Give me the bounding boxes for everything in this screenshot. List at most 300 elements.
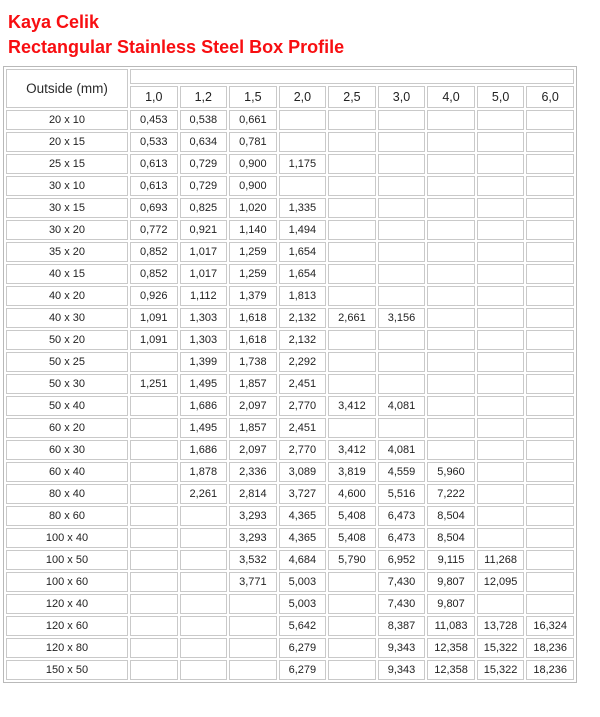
weight-value-cell [378, 330, 426, 350]
weight-value-cell: 0,729 [180, 154, 228, 174]
weight-value-cell [328, 374, 376, 394]
header-row-top [6, 69, 574, 84]
weight-value-cell [378, 154, 426, 174]
weight-value-cell: 0,852 [130, 264, 178, 284]
weight-value-cell [427, 418, 475, 438]
weight-value-cell: 0,921 [180, 220, 228, 240]
weight-value-cell: 0,693 [130, 198, 178, 218]
weight-value-cell [477, 352, 525, 372]
weight-value-cell [328, 330, 376, 350]
weight-value-cell [427, 132, 475, 152]
size-cell: 20 x 10 [6, 110, 128, 130]
weight-value-cell: 3,819 [328, 462, 376, 482]
weight-value-cell: 6,473 [378, 506, 426, 526]
size-cell: 50 x 30 [6, 374, 128, 394]
weight-value-cell: 1,618 [229, 330, 277, 350]
weight-value-cell [130, 550, 178, 570]
weight-value-cell: 9,343 [378, 660, 426, 680]
weight-value-cell [427, 286, 475, 306]
weight-value-cell [229, 616, 277, 636]
size-cell: 80 x 60 [6, 506, 128, 526]
weight-value-cell: 12,095 [477, 572, 525, 592]
weight-value-cell [526, 418, 574, 438]
weight-value-cell: 9,807 [427, 572, 475, 592]
profile-table-body [6, 110, 574, 680]
weight-value-cell [477, 286, 525, 306]
weight-value-cell [130, 638, 178, 658]
weight-value-cell [477, 506, 525, 526]
weight-value-cell: 5,790 [328, 550, 376, 570]
weight-value-cell [328, 198, 376, 218]
size-cell: 100 x 60 [6, 572, 128, 592]
weight-value-cell [477, 484, 525, 504]
weight-value-cell [130, 506, 178, 526]
weight-value-cell: 4,081 [378, 396, 426, 416]
weight-value-cell: 1,399 [180, 352, 228, 372]
weight-value-cell [279, 176, 327, 196]
weight-value-cell: 11,083 [427, 616, 475, 636]
weight-value-cell [427, 374, 475, 394]
weight-value-cell: 3,089 [279, 462, 327, 482]
weight-value-cell: 2,132 [279, 330, 327, 350]
weight-value-cell [328, 132, 376, 152]
weight-value-cell [526, 374, 574, 394]
weight-value-cell: 8,504 [427, 506, 475, 526]
weight-value-cell: 1,335 [279, 198, 327, 218]
weight-value-cell: 7,430 [378, 594, 426, 614]
weight-value-cell [477, 396, 525, 416]
table-row [6, 110, 574, 130]
weight-value-cell [279, 110, 327, 130]
weight-value-cell: 5,642 [279, 616, 327, 636]
weight-value-cell [477, 264, 525, 284]
weight-value-cell [328, 594, 376, 614]
weight-value-cell: 2,770 [279, 440, 327, 460]
weight-value-cell [427, 440, 475, 460]
weight-value-cell: 1,686 [180, 440, 228, 460]
table-row [6, 638, 574, 658]
weight-value-cell [526, 528, 574, 548]
weight-value-cell: 1,379 [229, 286, 277, 306]
size-cell: 40 x 15 [6, 264, 128, 284]
weight-value-cell [477, 242, 525, 262]
outside-dimension-header: Outside (mm) [6, 69, 128, 108]
weight-value-cell: 7,222 [427, 484, 475, 504]
weight-value-cell [130, 528, 178, 548]
weight-value-cell [427, 198, 475, 218]
table-row [6, 220, 574, 240]
size-cell: 35 x 20 [6, 242, 128, 262]
weight-value-cell: 1,140 [229, 220, 277, 240]
weight-value-cell [427, 110, 475, 130]
weight-value-cell [526, 396, 574, 416]
weight-value-cell: 3,412 [328, 396, 376, 416]
weight-value-cell: 18,236 [526, 660, 574, 680]
weight-value-cell: 0,538 [180, 110, 228, 130]
weight-value-cell [378, 198, 426, 218]
weight-value-cell [526, 198, 574, 218]
weight-value-cell [526, 484, 574, 504]
size-cell: 40 x 20 [6, 286, 128, 306]
weight-value-cell [279, 132, 327, 152]
weight-value-cell: 8,387 [378, 616, 426, 636]
weight-value-cell: 1,494 [279, 220, 327, 240]
weight-value-cell: 2,814 [229, 484, 277, 504]
weight-value-cell: 1,259 [229, 242, 277, 262]
thickness-column-header: 5,0 [477, 86, 525, 108]
weight-value-cell: 1,017 [180, 242, 228, 262]
weight-value-cell: 2,261 [180, 484, 228, 504]
weight-value-cell: 4,559 [378, 462, 426, 482]
thickness-column-header: 1,5 [229, 86, 277, 108]
weight-value-cell [130, 418, 178, 438]
weight-value-cell [130, 440, 178, 460]
weight-value-cell [427, 154, 475, 174]
weight-value-cell: 0,926 [130, 286, 178, 306]
table-row [6, 660, 574, 680]
size-cell: 100 x 40 [6, 528, 128, 548]
table-row [6, 374, 574, 394]
size-cell: 50 x 40 [6, 396, 128, 416]
thickness-column-header: 1,0 [130, 86, 178, 108]
weight-value-cell [180, 616, 228, 636]
weight-value-cell [378, 374, 426, 394]
weight-value-cell [378, 286, 426, 306]
table-row [6, 198, 574, 218]
weight-value-cell: 8,504 [427, 528, 475, 548]
weight-value-cell [130, 396, 178, 416]
size-cell: 60 x 20 [6, 418, 128, 438]
weight-value-cell [378, 132, 426, 152]
weight-value-cell: 5,003 [279, 594, 327, 614]
weight-value-cell [378, 220, 426, 240]
table-row [6, 242, 574, 262]
weight-value-cell [180, 528, 228, 548]
weight-value-cell: 3,156 [378, 308, 426, 328]
weight-value-cell [180, 572, 228, 592]
weight-value-cell: 2,292 [279, 352, 327, 372]
weight-value-cell [328, 264, 376, 284]
weight-value-cell [130, 462, 178, 482]
size-cell: 50 x 25 [6, 352, 128, 372]
table-row [6, 330, 574, 350]
page-title: Rectangular Stainless Steel Box Profile [8, 37, 345, 57]
size-cell: 120 x 40 [6, 594, 128, 614]
weight-value-cell [427, 242, 475, 262]
box-profile-weight-table [3, 66, 577, 683]
weight-value-cell: 1,017 [180, 264, 228, 284]
weight-value-cell [427, 396, 475, 416]
weight-value-cell: 12,358 [427, 638, 475, 658]
weight-value-cell [328, 660, 376, 680]
table-row [6, 528, 574, 548]
weight-value-cell [477, 418, 525, 438]
weight-value-cell: 0,453 [130, 110, 178, 130]
weight-value-cell [328, 616, 376, 636]
weight-value-cell [180, 594, 228, 614]
weight-value-cell: 13,728 [477, 616, 525, 636]
weight-value-cell: 15,322 [477, 638, 525, 658]
size-cell: 150 x 50 [6, 660, 128, 680]
weight-value-cell [477, 594, 525, 614]
weight-value-cell [526, 308, 574, 328]
weight-value-cell [526, 330, 574, 350]
weight-value-cell: 0,613 [130, 176, 178, 196]
weight-value-cell [477, 462, 525, 482]
weight-value-cell: 0,729 [180, 176, 228, 196]
table-row [6, 308, 574, 328]
thickness-column-header: 4,0 [427, 86, 475, 108]
weight-value-cell [180, 660, 228, 680]
table-row [6, 462, 574, 482]
weight-value-cell [180, 506, 228, 526]
weight-value-cell: 18,236 [526, 638, 574, 658]
weight-value-cell [130, 572, 178, 592]
weight-value-cell [526, 176, 574, 196]
weight-value-cell: 1,813 [279, 286, 327, 306]
weight-value-cell [328, 220, 376, 240]
weight-value-cell [526, 594, 574, 614]
table-row [6, 572, 574, 592]
weight-value-cell [477, 440, 525, 460]
weight-value-cell: 1,303 [180, 308, 228, 328]
weight-value-cell: 0,852 [130, 242, 178, 262]
weight-value-cell [526, 550, 574, 570]
weight-value-cell [477, 176, 525, 196]
weight-value-cell: 2,097 [229, 396, 277, 416]
weight-value-cell: 1,091 [130, 308, 178, 328]
weight-value-cell: 1,686 [180, 396, 228, 416]
weight-value-cell [328, 638, 376, 658]
thickness-column-header: 1,2 [180, 86, 228, 108]
weight-value-cell: 5,408 [328, 506, 376, 526]
weight-value-cell [378, 110, 426, 130]
thickness-column-header: 6,0 [526, 86, 574, 108]
weight-value-cell: 0,900 [229, 176, 277, 196]
table-row [6, 550, 574, 570]
table-row [6, 440, 574, 460]
weight-value-cell: 1,112 [180, 286, 228, 306]
weight-value-cell: 9,807 [427, 594, 475, 614]
weight-value-cell: 3,771 [229, 572, 277, 592]
weight-value-cell [378, 264, 426, 284]
table-row [6, 154, 574, 174]
weight-value-cell: 1,091 [130, 330, 178, 350]
weight-value-cell: 5,516 [378, 484, 426, 504]
size-cell: 30 x 15 [6, 198, 128, 218]
weight-value-cell: 5,408 [328, 528, 376, 548]
weight-value-cell [427, 352, 475, 372]
weight-value-cell [378, 176, 426, 196]
weight-value-cell [130, 660, 178, 680]
weight-value-cell: 1,259 [229, 264, 277, 284]
weight-value-cell [427, 220, 475, 240]
weight-value-cell: 5,003 [279, 572, 327, 592]
weight-value-cell [477, 198, 525, 218]
weight-value-cell [378, 418, 426, 438]
weight-value-cell [328, 176, 376, 196]
weight-value-cell [328, 352, 376, 372]
weight-value-cell [526, 220, 574, 240]
size-cell: 100 x 50 [6, 550, 128, 570]
weight-value-cell: 3,293 [229, 506, 277, 526]
weight-value-cell: 12,358 [427, 660, 475, 680]
thickness-column-header: 3,0 [378, 86, 426, 108]
weight-value-cell [526, 440, 574, 460]
weight-value-cell [477, 330, 525, 350]
weight-value-cell: 1,251 [130, 374, 178, 394]
weight-value-cell: 6,952 [378, 550, 426, 570]
thickness-group-header [130, 69, 574, 84]
size-cell: 120 x 60 [6, 616, 128, 636]
weight-value-cell: 3,293 [229, 528, 277, 548]
weight-value-cell [378, 242, 426, 262]
weight-value-cell: 3,532 [229, 550, 277, 570]
weight-value-cell: 0,613 [130, 154, 178, 174]
weight-value-cell: 0,825 [180, 198, 228, 218]
table-row [6, 484, 574, 504]
weight-value-cell [477, 374, 525, 394]
weight-value-cell: 1,654 [279, 242, 327, 262]
weight-value-cell [328, 286, 376, 306]
weight-value-cell: 1,654 [279, 264, 327, 284]
weight-value-cell [180, 638, 228, 658]
weight-value-cell [427, 176, 475, 196]
weight-value-cell: 1,878 [180, 462, 228, 482]
weight-value-cell: 3,727 [279, 484, 327, 504]
weight-value-cell: 11,268 [477, 550, 525, 570]
size-cell: 40 x 30 [6, 308, 128, 328]
weight-value-cell: 7,430 [378, 572, 426, 592]
weight-value-cell [477, 528, 525, 548]
size-cell: 20 x 15 [6, 132, 128, 152]
weight-value-cell [229, 638, 277, 658]
weight-value-cell: 0,533 [130, 132, 178, 152]
weight-value-cell [130, 352, 178, 372]
weight-value-cell [526, 462, 574, 482]
weight-value-cell: 6,473 [378, 528, 426, 548]
weight-value-cell [526, 154, 574, 174]
weight-value-cell: 4,684 [279, 550, 327, 570]
weight-value-cell [526, 352, 574, 372]
weight-value-cell: 4,600 [328, 484, 376, 504]
weight-value-cell: 1,857 [229, 374, 277, 394]
weight-value-cell: 0,900 [229, 154, 277, 174]
weight-value-cell [328, 110, 376, 130]
weight-value-cell: 5,960 [427, 462, 475, 482]
weight-value-cell [477, 220, 525, 240]
weight-value-cell: 0,781 [229, 132, 277, 152]
weight-value-cell: 4,365 [279, 506, 327, 526]
weight-value-cell: 2,097 [229, 440, 277, 460]
weight-value-cell: 6,279 [279, 638, 327, 658]
weight-value-cell: 1,857 [229, 418, 277, 438]
weight-value-cell: 1,618 [229, 308, 277, 328]
weight-value-cell: 2,336 [229, 462, 277, 482]
weight-value-cell: 1,175 [279, 154, 327, 174]
weight-value-cell [378, 352, 426, 372]
weight-value-cell [477, 308, 525, 328]
weight-value-cell: 0,772 [130, 220, 178, 240]
size-cell: 25 x 15 [6, 154, 128, 174]
weight-value-cell [477, 110, 525, 130]
weight-value-cell [328, 572, 376, 592]
table-row [6, 594, 574, 614]
weight-value-cell [526, 572, 574, 592]
size-cell: 30 x 20 [6, 220, 128, 240]
weight-value-cell [427, 264, 475, 284]
thickness-column-header: 2,0 [279, 86, 327, 108]
weight-value-cell [130, 616, 178, 636]
size-cell: 80 x 40 [6, 484, 128, 504]
weight-value-cell: 15,322 [477, 660, 525, 680]
weight-value-cell: 1,020 [229, 198, 277, 218]
weight-value-cell: 4,081 [378, 440, 426, 460]
weight-value-cell: 2,451 [279, 374, 327, 394]
weight-value-cell [130, 484, 178, 504]
size-cell: 120 x 80 [6, 638, 128, 658]
weight-value-cell: 1,495 [180, 418, 228, 438]
size-cell: 30 x 10 [6, 176, 128, 196]
weight-value-cell: 2,132 [279, 308, 327, 328]
weight-value-cell [526, 264, 574, 284]
weight-value-cell: 9,115 [427, 550, 475, 570]
weight-value-cell: 1,303 [180, 330, 228, 350]
weight-value-cell [427, 330, 475, 350]
weight-value-cell: 2,451 [279, 418, 327, 438]
weight-value-cell: 2,661 [328, 308, 376, 328]
weight-value-cell [526, 132, 574, 152]
weight-value-cell: 6,279 [279, 660, 327, 680]
thickness-column-header: 2,5 [328, 86, 376, 108]
table-row [6, 418, 574, 438]
weight-value-cell [328, 242, 376, 262]
page-header [0, 0, 600, 60]
table-row [6, 286, 574, 306]
weight-value-cell [180, 550, 228, 570]
table-row [6, 506, 574, 526]
weight-value-cell [328, 154, 376, 174]
weight-value-cell: 2,770 [279, 396, 327, 416]
weight-value-cell [526, 110, 574, 130]
size-cell: 50 x 20 [6, 330, 128, 350]
company-title: Kaya Celik [8, 12, 100, 32]
table-row [6, 176, 574, 196]
table-row [6, 616, 574, 636]
size-cell: 60 x 30 [6, 440, 128, 460]
weight-value-cell: 16,324 [526, 616, 574, 636]
weight-value-cell [526, 286, 574, 306]
weight-value-cell: 3,412 [328, 440, 376, 460]
weight-value-cell [229, 594, 277, 614]
weight-value-cell: 0,634 [180, 132, 228, 152]
weight-value-cell: 1,738 [229, 352, 277, 372]
weight-value-cell [130, 594, 178, 614]
weight-value-cell [526, 506, 574, 526]
weight-value-cell [229, 660, 277, 680]
weight-value-cell [427, 308, 475, 328]
weight-value-cell [526, 242, 574, 262]
weight-value-cell: 9,343 [378, 638, 426, 658]
table-row [6, 396, 574, 416]
weight-value-cell [328, 418, 376, 438]
size-cell: 60 x 40 [6, 462, 128, 482]
weight-value-cell [477, 154, 525, 174]
table-row [6, 352, 574, 372]
weight-value-cell [477, 132, 525, 152]
weight-value-cell: 0,661 [229, 110, 277, 130]
table-row [6, 264, 574, 284]
